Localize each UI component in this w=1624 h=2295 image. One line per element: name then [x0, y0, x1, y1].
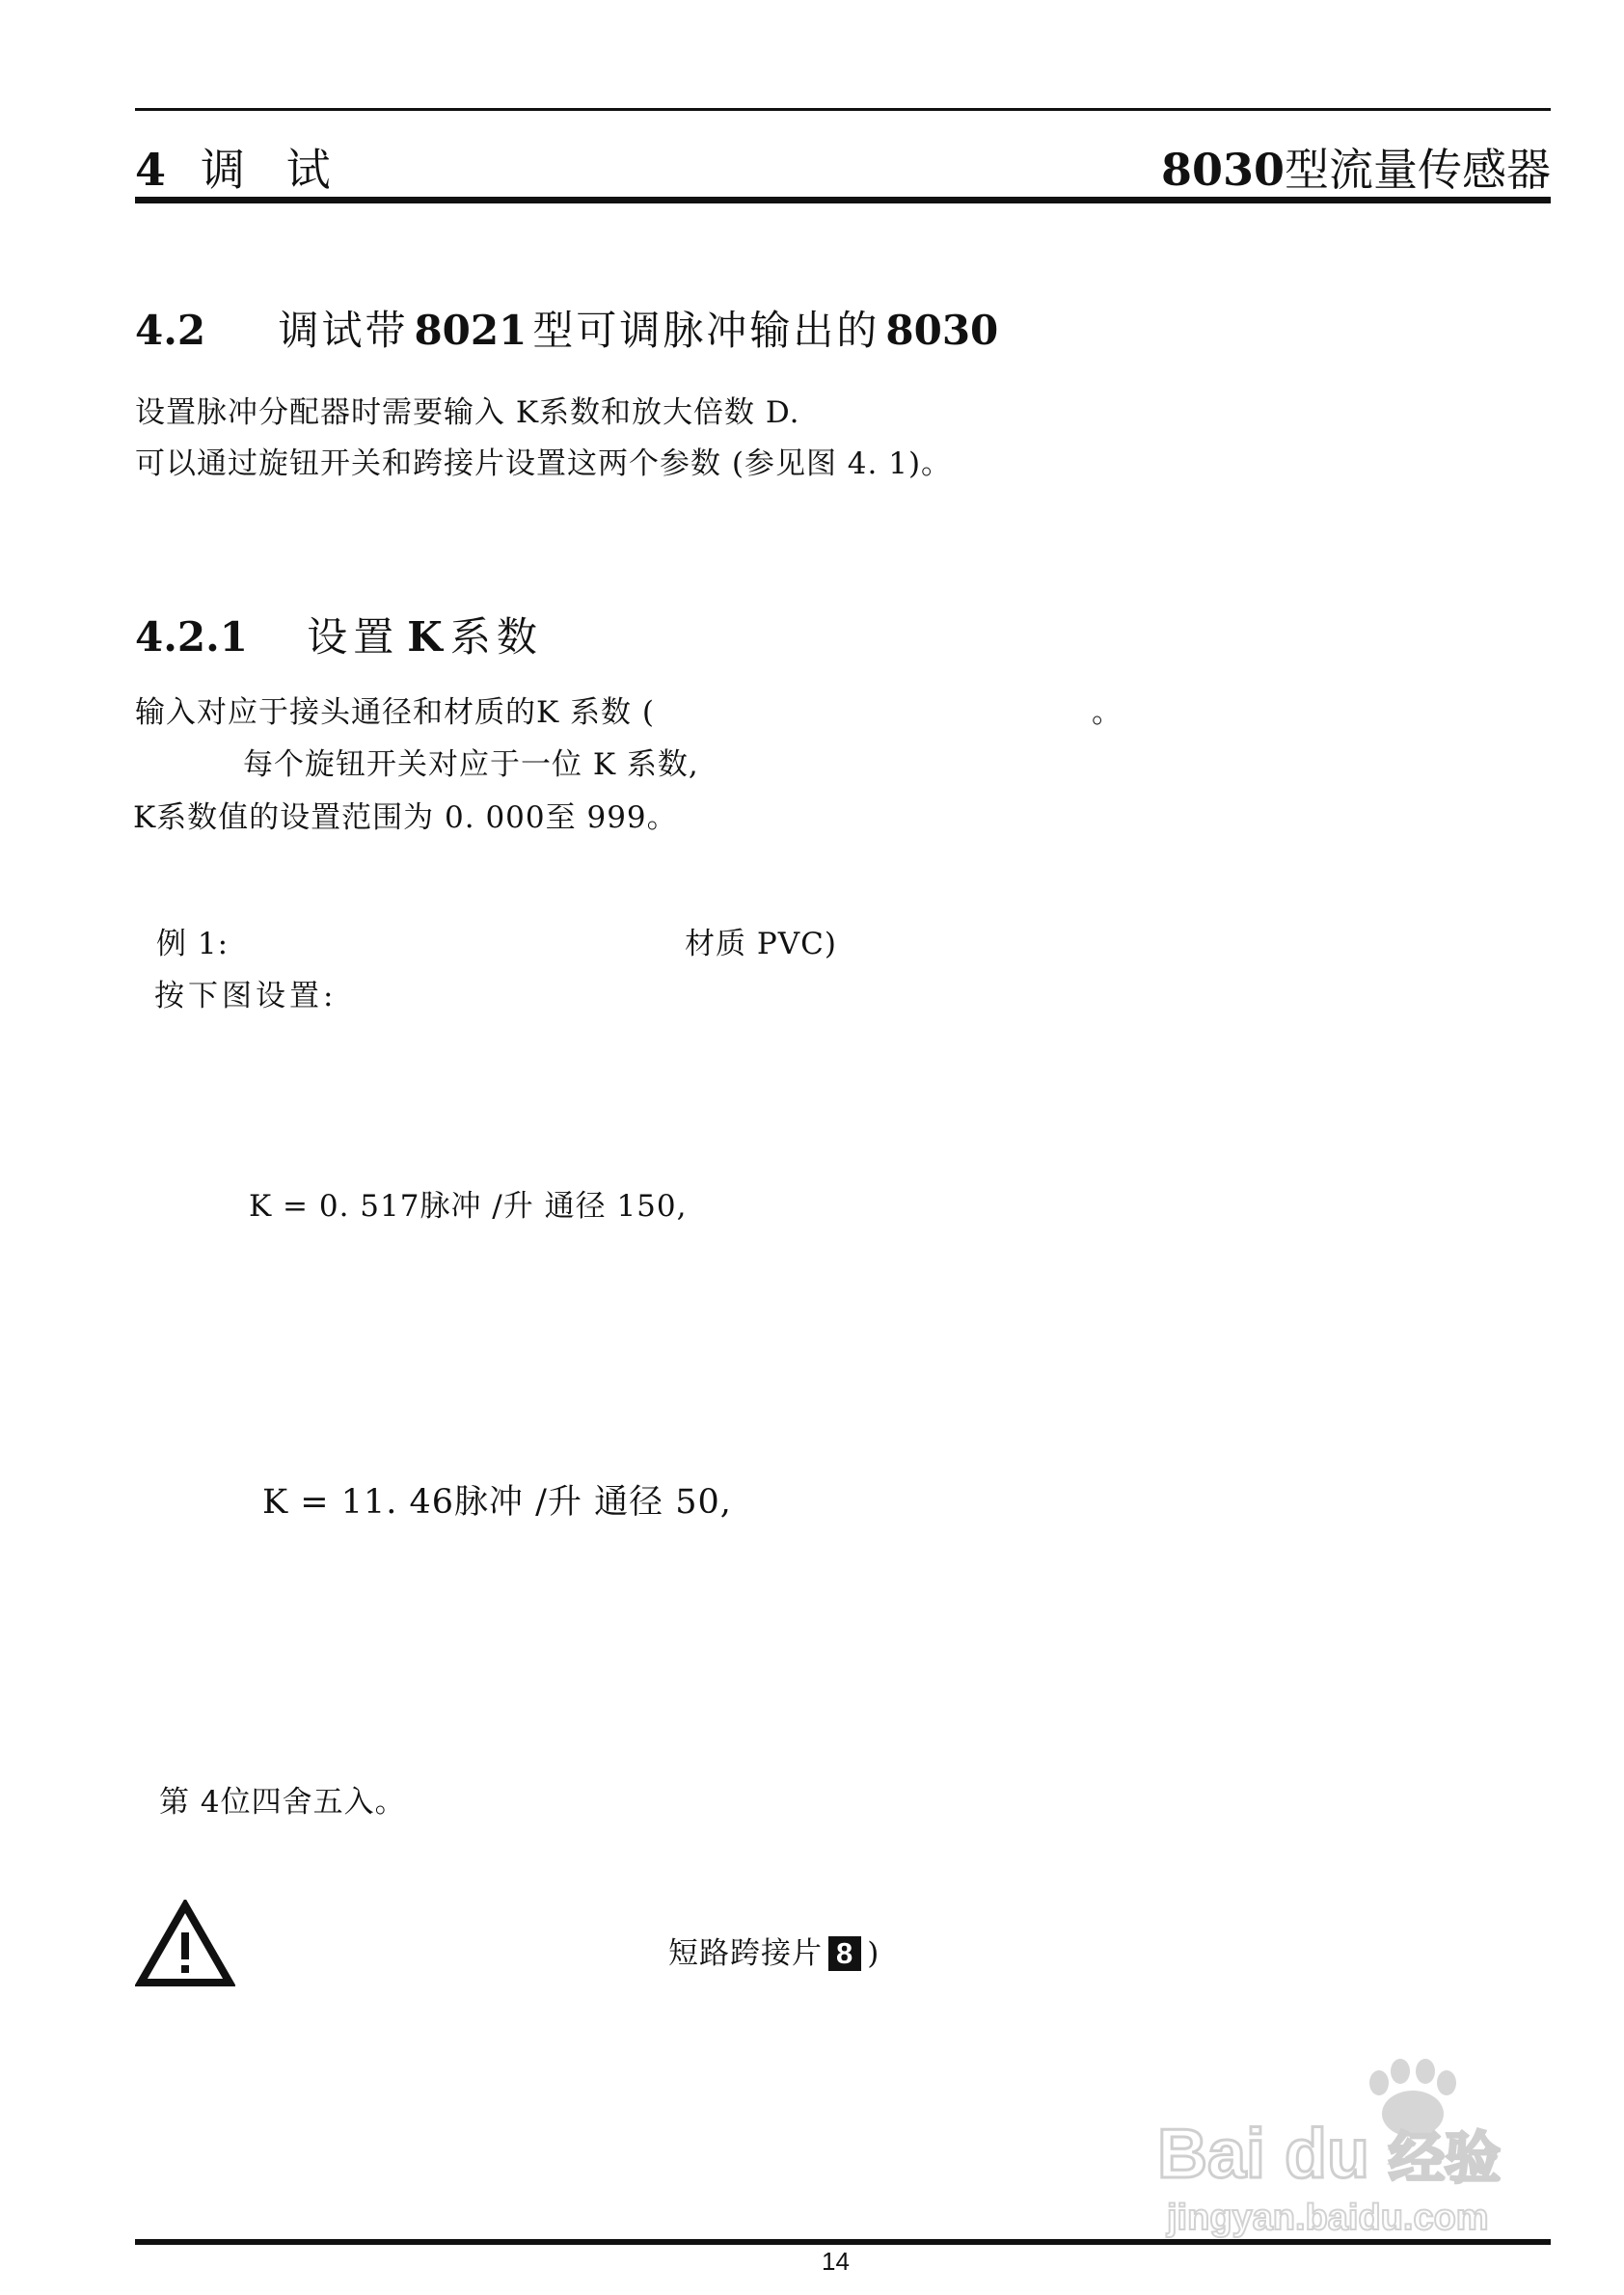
section-4-2-line2: 可以通过旋钮开关和跨接片设置这两个参数 (参见图 4. 1)。	[135, 446, 953, 481]
warning-close: )	[867, 1936, 880, 1971]
watermark-url: jingyan.baidu.com	[1167, 2198, 1489, 2238]
header-chapter	[135, 135, 344, 199]
example1-label: 例 1:	[156, 927, 230, 961]
page-number: 14	[822, 2247, 850, 2276]
section-4-2-heading	[135, 299, 998, 357]
section-4-2-1-line3: K系数值的设置范围为 0. 000至 999。	[133, 800, 678, 835]
watermark-brand: Bai	[1157, 2116, 1266, 2193]
warning-text	[668, 1929, 880, 1972]
example1-material: 材质 PVC)	[685, 927, 837, 961]
example1-instruction: 按下图设置:	[154, 979, 338, 1013]
section-4-2-1-number: 4.2.1	[135, 613, 248, 661]
section-4-2-line1: 设置脉冲分配器时需要输入 K系数和放大倍数 D.	[135, 395, 800, 430]
header-chapter-number: 4	[135, 144, 167, 196]
section-4-2-1-line1-end: 。	[1092, 695, 1123, 730]
section-4-2-1-title-pre: 设置	[307, 613, 400, 661]
rounding-note: 第 4位四舍五入。	[159, 1785, 406, 1820]
section-4-2-1-heading	[135, 606, 543, 663]
section-4-2-1-title-k: K	[407, 613, 443, 661]
warning-text-label: 短路跨接片	[668, 1936, 823, 1971]
example1-k-value-2: K = 11. 46脉冲 /升 通径 50,	[262, 1483, 732, 1522]
watermark-brand-du: du	[1285, 2116, 1369, 2193]
warning-icon	[135, 1900, 235, 1988]
header-product-model: 8030	[1160, 144, 1285, 196]
section-4-2-1-line1-a: 输入对应于接头通径和材质的	[135, 695, 536, 730]
section-4-2-1-line2: 每个旋钮开关对应于一位 K 系数,	[243, 747, 699, 782]
example1-k-value-1: K = 0. 517脉冲 /升 通径 150,	[249, 1189, 688, 1224]
header-product	[1161, 135, 1551, 199]
header-chapter-title: 调 试	[201, 144, 344, 196]
baidu-watermark-logo	[1109, 2054, 1562, 2247]
section-4-2-title-pre: 调试带	[278, 307, 409, 354]
watermark-brand-cn: 经验	[1389, 2125, 1502, 2191]
footer-rule	[135, 2239, 1551, 2245]
section-4-2-number: 4.2	[135, 307, 206, 354]
section-4-2-title-mid: 型可调脉冲输出的	[532, 307, 880, 354]
section-4-2-1-title-post: 系数	[449, 613, 543, 661]
header-top-rule	[135, 108, 1551, 111]
section-4-2-title-model: 8021	[414, 307, 528, 354]
jumper-badge: 8	[828, 1936, 861, 1971]
section-4-2-title-end: 8030	[885, 307, 999, 354]
section-4-2-1-line1	[135, 688, 655, 731]
section-4-2-1-line1-b: K 系数 (	[536, 695, 655, 730]
header-product-name: 型流量传感器	[1285, 144, 1551, 196]
